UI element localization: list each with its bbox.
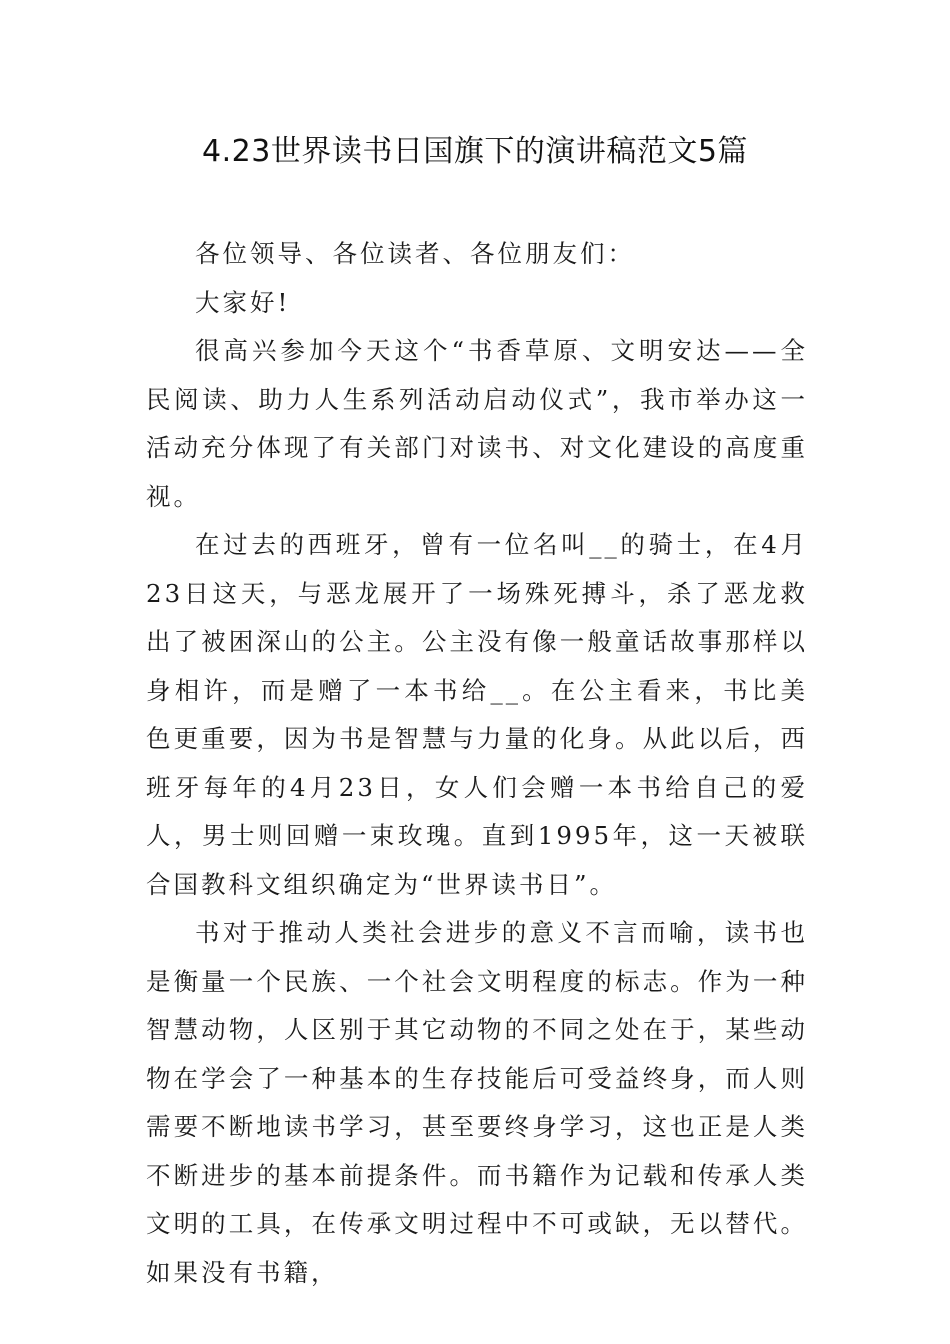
paragraph-greeting: 大家好! bbox=[195, 287, 291, 317]
document-title: 4.23世界读书日国旗下的演讲稿范文5篇 bbox=[202, 134, 748, 169]
paragraph: 在过去的西班牙，曾有一位名叫__的骑士，在4月23日这天，与恶龙展开了一场殊死搏斗，杀了恶龙救出了被困深山的公主。公主没有像一般童话故事那样以身相许，而是赠了一本书给__。在公主看来，书比美色更重要，因为书是智慧与力量的化身。从此以后，西班牙每年的4月23日，女人们会赠一本书给自己的爱人，男士则回赠一束玫瑰。直到1995年，这一天被联合国教科文组织确定为“世界读书日”。 bbox=[146, 530, 808, 899]
paragraph: 很高兴参加今天这个“书香草原、文明安达——全民阅读、助力人生系列活动启动仪式”，我市举办这一活动充分体现了有关部门对读书、对文化建设的高度重视。 bbox=[146, 336, 808, 511]
paragraph: 书对于推动人类社会进步的意义不言而喻，读书也是衡量一个民族、一个社会文明程度的标志。作为一种智慧动物，人区别于其它动物的不同之处在于，某些动物在学会了一种基本的生存技能后可受益终身，而人则需要不断地读书学习，甚至要终身学习，这也正是人类不断进步的基本前提条件。而书籍作为记载和传承人类文明的工具，在传承文明过程中不可或缺，无以替代。如果没有书籍， bbox=[146, 918, 808, 1287]
document-body bbox=[146, 230, 808, 1297]
paragraph-salutation: 各位领导、各位读者、各位朋友们： bbox=[195, 239, 635, 268]
